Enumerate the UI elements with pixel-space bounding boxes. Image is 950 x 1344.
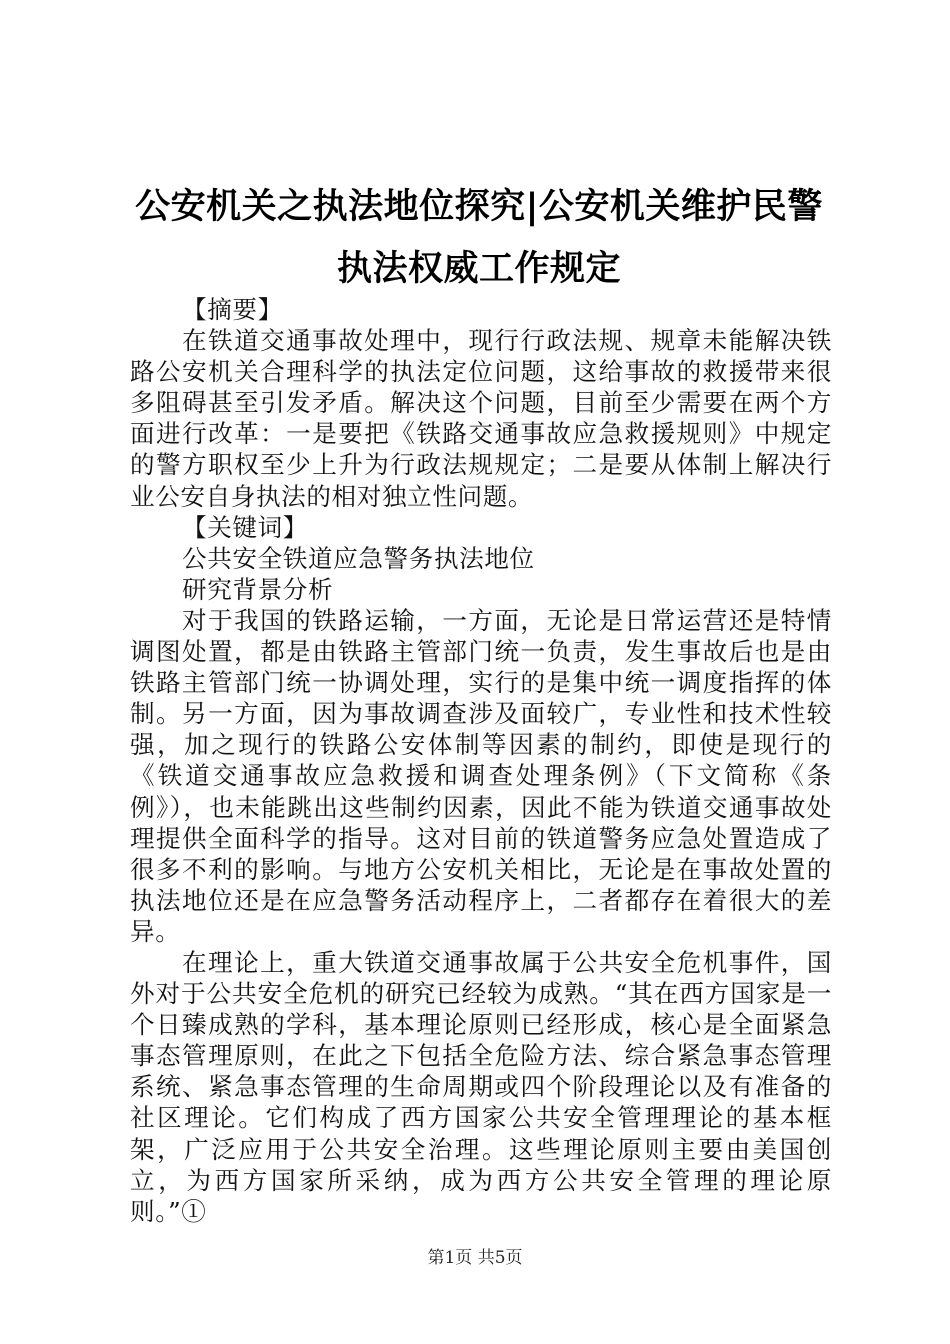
keywords-text: 公共安全铁道应急警务执法地位 (182, 543, 535, 573)
document-title: 公安机关之执法地位探究|公安机关维护民警执法权威工作规定 (135, 187, 823, 289)
body-paragraph-2: 在理论上，重大铁道交通事故属于公共安全危机事件，国外对于公共安全危机的研究已经较为成熟。“其在西方国家是一个日臻成熟的学科，基本理论原则已经形成，核心是全面紧急事态管理原则，在此之下包括全危险方法、综合紧急事态管理系统、紧急事态管理的生命周期或四个阶段理论以及有准备的社区理论。它们构成了西方国家公共安全管理理论的基本框架，广泛应用于公共安全治理。这些理论原则主要由美国创立，为西方国家所采纳，成为西方公共安全管理的理论原则。”① (130, 947, 832, 1226)
body-paragraph-1: 对于我国的铁路运输，一方面，无论是日常运营还是特情调图处置，都是由铁路主管部门统一负责，发生事故后也是由铁路主管部门统一协调处理，实行的是集中统一调度指挥的体制。另一方面，因为事故调查涉及面较广，专业性和技术性较强，加之现行的铁路公安体制等因素的制约，即使是现行的《铁道交通事故应急救援和调查处理条例》（下文简称《条例》），也未能跳出这些制约因素，因此不能为铁道交通事故处理提供全面科学的指导。这对目前的铁道警务应急处置造成了很多不利的影响。与地方公安机关相比，无论是在事故处置的执法地位还是在应急警务活动程序上，二者都存在着很大的差异。 (130, 605, 832, 946)
abstract-heading: 【摘要】 (182, 295, 283, 324)
abstract-text: 在铁道交通事故处理中，现行行政法规、规章未能解决铁路公安机关合理科学的执法定位问题，这给事故的救援带来很多阻碍甚至引发矛盾。解决这个问题，目前至少需要在两个方面进行改革：一是要把《铁路交通事故应急救援规则》中规定的警方职权至少上升为行政法规规定；二是要从体制上解决行业公安自身执法的相对独立性问题。 (130, 326, 832, 511)
document-body (130, 294, 832, 1227)
section-heading: 研究背景分析 (182, 574, 334, 604)
page-footer: 第1页 共5页 (427, 1248, 523, 1268)
keywords-heading: 【关键词】 (182, 512, 308, 542)
